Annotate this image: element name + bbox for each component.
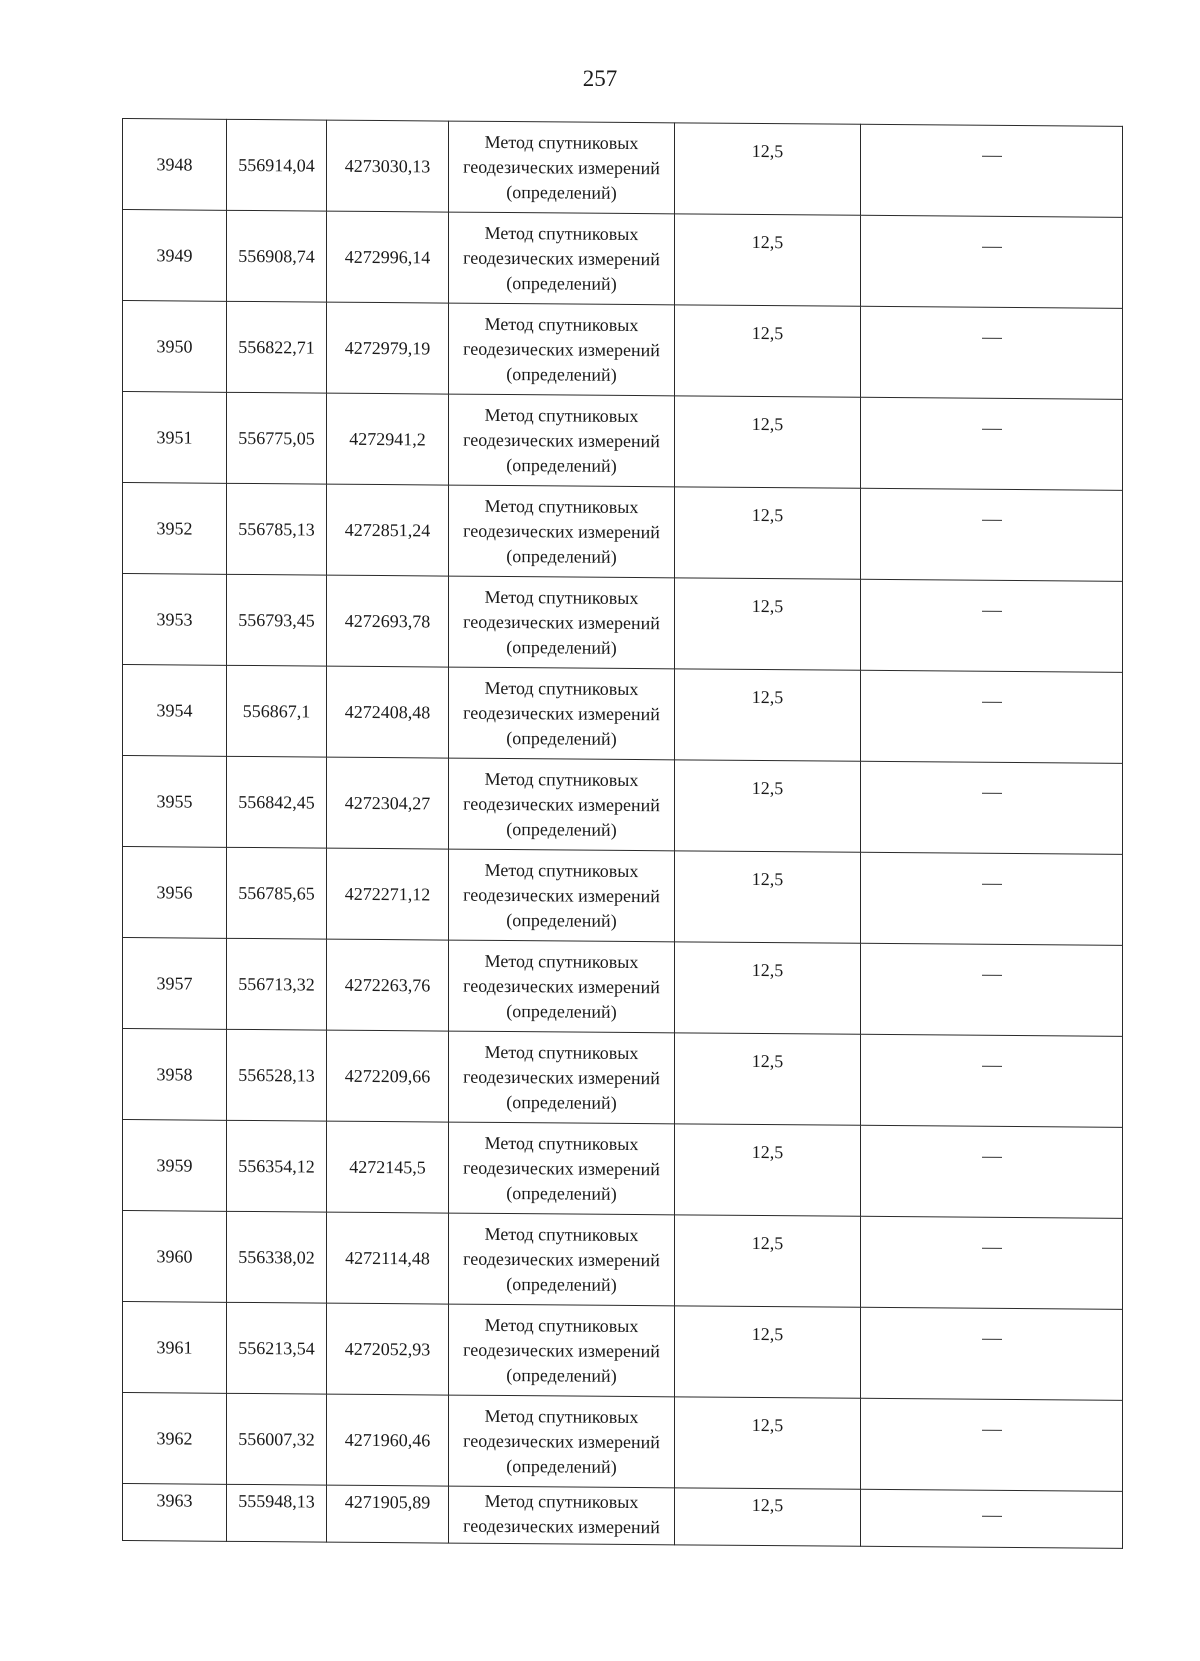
accuracy-value: 12,5 (751, 1050, 784, 1071)
point-number-cell: 3951 (123, 392, 227, 484)
accuracy-value: 12,5 (751, 140, 784, 161)
dash-mark (982, 701, 1002, 702)
note-cell (861, 761, 1123, 854)
table-row (123, 1211, 1123, 1310)
method-line: геодезических измерений (463, 1430, 660, 1452)
table-row (123, 1302, 1123, 1401)
coordinate-y-cell: 4272209,66 (327, 1030, 449, 1122)
table-row (123, 938, 1123, 1037)
method-line: геодезических измерений (463, 702, 660, 724)
method-cell (449, 576, 675, 669)
accuracy-value: 12,5 (751, 1494, 784, 1516)
note-cell (861, 670, 1123, 763)
accuracy-cell (675, 1124, 861, 1216)
table-row (123, 665, 1123, 764)
coordinate-y-cell: 4272851,24 (327, 484, 449, 576)
method-line: геодезических измерений (463, 975, 660, 997)
accuracy-cell (675, 1033, 861, 1125)
table-row (123, 1484, 1123, 1549)
method-line: геодезических измерений (463, 247, 660, 269)
method-line: (определений) (506, 1273, 617, 1295)
accuracy-value: 12,5 (751, 686, 784, 707)
accuracy-value: 12,5 (751, 1232, 784, 1253)
method-cell (449, 121, 675, 214)
method-line: Метод спутниковых (484, 222, 639, 244)
coordinate-y-cell: 4272114,48 (327, 1212, 449, 1304)
coordinate-x-cell: 556528,13 (227, 1029, 327, 1121)
coordinate-x-cell: 556785,13 (227, 483, 327, 575)
note-cell (861, 1034, 1123, 1127)
note-cell (861, 306, 1123, 399)
table-row (123, 847, 1123, 946)
coordinate-y-cell: 4272263,76 (327, 939, 449, 1031)
coordinate-x-cell: 556338,02 (227, 1211, 327, 1303)
method-line: Метод спутниковых (484, 1490, 639, 1513)
accuracy-cell (675, 1488, 861, 1546)
note-cell (861, 943, 1123, 1036)
accuracy-value: 12,5 (751, 504, 784, 525)
coordinate-y-cell: 4272408,48 (327, 666, 449, 758)
accuracy-cell (675, 487, 861, 579)
method-line: Метод спутниковых (484, 1223, 639, 1245)
coordinates-table (122, 118, 1123, 1549)
method-line: геодезических измерений (463, 1248, 660, 1270)
dash-mark (982, 974, 1002, 975)
coordinate-y-cell: 4272304,27 (327, 757, 449, 849)
point-number-cell: 3954 (123, 665, 227, 757)
method-line: геодезических измерений (463, 1157, 660, 1179)
method-line: геодезических измерений (463, 338, 660, 360)
table-row (123, 210, 1123, 309)
accuracy-value: 12,5 (751, 322, 784, 343)
method-line: Метод спутниковых (484, 1132, 639, 1154)
accuracy-cell (675, 851, 861, 943)
note-cell (861, 1398, 1123, 1491)
accuracy-cell (675, 214, 861, 306)
method-line: геодезических измерений (463, 611, 660, 633)
note-cell (861, 397, 1123, 490)
coordinate-x-cell: 556785,65 (227, 847, 327, 939)
coordinate-y-cell: 4272979,19 (327, 302, 449, 394)
point-number-cell: 3950 (123, 301, 227, 393)
document-sheet (122, 118, 1122, 1549)
accuracy-cell (675, 123, 861, 215)
method-line: геодезических измерений (463, 1066, 660, 1088)
note-cell (861, 852, 1123, 945)
method-line: (определений) (506, 636, 617, 658)
note-cell (861, 488, 1123, 581)
table-row (123, 574, 1123, 673)
method-line: Метод спутниковых (484, 131, 639, 153)
method-cell (449, 1486, 675, 1545)
method-line: геодезических измерений (463, 1515, 660, 1538)
note-cell (861, 1125, 1123, 1218)
method-line: Метод спутниковых (484, 1041, 639, 1063)
dash-mark (982, 792, 1002, 793)
point-number-cell: 3948 (123, 119, 227, 211)
table-row (123, 392, 1123, 491)
coordinate-x-cell: 555948,13 (227, 1484, 327, 1542)
method-line: (определений) (506, 363, 617, 385)
point-number-cell: 3955 (123, 756, 227, 848)
method-line: геодезических измерений (463, 156, 660, 178)
accuracy-value: 12,5 (751, 1414, 784, 1435)
coordinate-y-cell: 4272052,93 (327, 1303, 449, 1395)
method-cell (449, 1213, 675, 1306)
accuracy-cell (675, 1215, 861, 1307)
method-line: (определений) (506, 454, 617, 476)
method-line: геодезических измерений (463, 429, 660, 451)
accuracy-cell (675, 396, 861, 488)
accuracy-cell (675, 669, 861, 761)
method-cell (449, 394, 675, 487)
note-cell (861, 1489, 1123, 1548)
coordinate-x-cell: 556793,45 (227, 574, 327, 666)
table-row (123, 483, 1123, 582)
method-line: геодезических измерений (463, 520, 660, 542)
method-line: Метод спутниковых (484, 1405, 639, 1427)
table-row (123, 301, 1123, 400)
method-line: Метод спутниковых (484, 677, 639, 699)
note-cell (861, 215, 1123, 308)
accuracy-value: 12,5 (751, 231, 784, 252)
method-line: Метод спутниковых (484, 859, 639, 881)
coordinate-y-cell: 4273030,13 (327, 120, 449, 212)
method-line: (определений) (506, 727, 617, 749)
method-line: (определений) (506, 545, 617, 567)
coordinate-x-cell: 556822,71 (227, 301, 327, 393)
coordinate-x-cell: 556713,32 (227, 938, 327, 1030)
accuracy-cell (675, 1306, 861, 1398)
dash-mark (982, 1156, 1002, 1157)
accuracy-cell (675, 760, 861, 852)
method-line: (определений) (506, 1000, 617, 1022)
accuracy-value: 12,5 (751, 959, 784, 980)
note-cell (861, 1216, 1123, 1309)
accuracy-cell (675, 942, 861, 1034)
method-line: Метод спутниковых (484, 404, 639, 426)
point-number-cell: 3953 (123, 574, 227, 666)
table-row (123, 756, 1123, 855)
method-line: (определений) (506, 1364, 617, 1386)
accuracy-cell (675, 578, 861, 670)
accuracy-value: 12,5 (751, 413, 784, 434)
point-number-cell: 3949 (123, 210, 227, 302)
method-line: Метод спутниковых (484, 586, 639, 608)
coordinate-x-cell: 556914,04 (227, 119, 327, 211)
method-line: Метод спутниковых (484, 495, 639, 517)
coordinate-x-cell: 556775,05 (227, 392, 327, 484)
dash-mark (982, 1247, 1002, 1248)
method-line: (определений) (506, 1455, 617, 1477)
method-cell (449, 485, 675, 578)
method-cell (449, 758, 675, 851)
coordinate-y-cell: 4272271,12 (327, 848, 449, 940)
method-line: Метод спутниковых (484, 950, 639, 972)
method-line: (определений) (506, 1091, 617, 1113)
coordinate-x-cell: 556213,54 (227, 1302, 327, 1394)
dash-mark (982, 155, 1002, 156)
table-row (123, 119, 1123, 218)
table-row (123, 1393, 1123, 1492)
coordinate-y-cell: 4271905,89 (327, 1485, 449, 1543)
coordinate-y-cell: 4272941,2 (327, 393, 449, 485)
accuracy-value: 12,5 (751, 1323, 784, 1344)
method-line: Метод спутниковых (484, 313, 639, 335)
point-number-cell: 3961 (123, 1302, 227, 1394)
method-line: (определений) (506, 181, 617, 203)
method-cell (449, 940, 675, 1033)
method-line: (определений) (506, 1182, 617, 1204)
dash-mark (982, 246, 1002, 247)
accuracy-value: 12,5 (751, 1141, 784, 1162)
point-number-cell: 3959 (123, 1120, 227, 1212)
method-line: геодезических измерений (463, 1339, 660, 1361)
accuracy-value: 12,5 (751, 595, 784, 616)
method-cell (449, 849, 675, 942)
point-number-cell: 3952 (123, 483, 227, 575)
method-cell (449, 212, 675, 305)
point-number-cell: 3962 (123, 1393, 227, 1485)
coordinate-x-cell: 556007,32 (227, 1393, 327, 1485)
method-line: Метод спутниковых (484, 768, 639, 790)
method-cell (449, 667, 675, 760)
note-cell (861, 1307, 1123, 1400)
coordinate-x-cell: 556867,1 (227, 665, 327, 757)
point-number-cell: 3963 (123, 1484, 227, 1542)
dash-mark (982, 1516, 1002, 1517)
coordinate-y-cell: 4271960,46 (327, 1394, 449, 1486)
table-row (123, 1120, 1123, 1219)
method-line: Метод спутниковых (484, 1314, 639, 1336)
point-number-cell: 3957 (123, 938, 227, 1030)
dash-mark (982, 337, 1002, 338)
dash-mark (982, 610, 1002, 611)
dash-mark (982, 519, 1002, 520)
method-cell (449, 1031, 675, 1124)
table-row (123, 1029, 1123, 1128)
point-number-cell: 3960 (123, 1211, 227, 1303)
coordinate-y-cell: 4272693,78 (327, 575, 449, 667)
method-line: (определений) (506, 272, 617, 294)
accuracy-value: 12,5 (751, 868, 784, 889)
coordinate-x-cell: 556842,45 (227, 756, 327, 848)
method-line: (определений) (506, 818, 617, 840)
note-cell (861, 124, 1123, 217)
method-line: геодезических измерений (463, 884, 660, 906)
dash-mark (982, 428, 1002, 429)
dash-mark (982, 1065, 1002, 1066)
dash-mark (982, 1338, 1002, 1339)
point-number-cell: 3958 (123, 1029, 227, 1121)
point-number-cell: 3956 (123, 847, 227, 939)
accuracy-value: 12,5 (751, 777, 784, 798)
coordinates-table-body (123, 119, 1123, 1549)
page-number: 257 (582, 66, 618, 91)
method-cell (449, 303, 675, 396)
method-cell (449, 1395, 675, 1488)
dash-mark (982, 883, 1002, 884)
method-line: геодезических измерений (463, 793, 660, 815)
method-cell (449, 1304, 675, 1397)
coordinate-x-cell: 556908,74 (227, 210, 327, 302)
method-cell (449, 1122, 675, 1215)
coordinate-y-cell: 4272996,14 (327, 211, 449, 303)
coordinate-x-cell: 556354,12 (227, 1120, 327, 1212)
method-line: (определений) (506, 909, 617, 931)
coordinate-y-cell: 4272145,5 (327, 1121, 449, 1213)
note-cell (861, 579, 1123, 672)
accuracy-cell (675, 1397, 861, 1489)
dash-mark (982, 1429, 1002, 1430)
accuracy-cell (675, 305, 861, 397)
